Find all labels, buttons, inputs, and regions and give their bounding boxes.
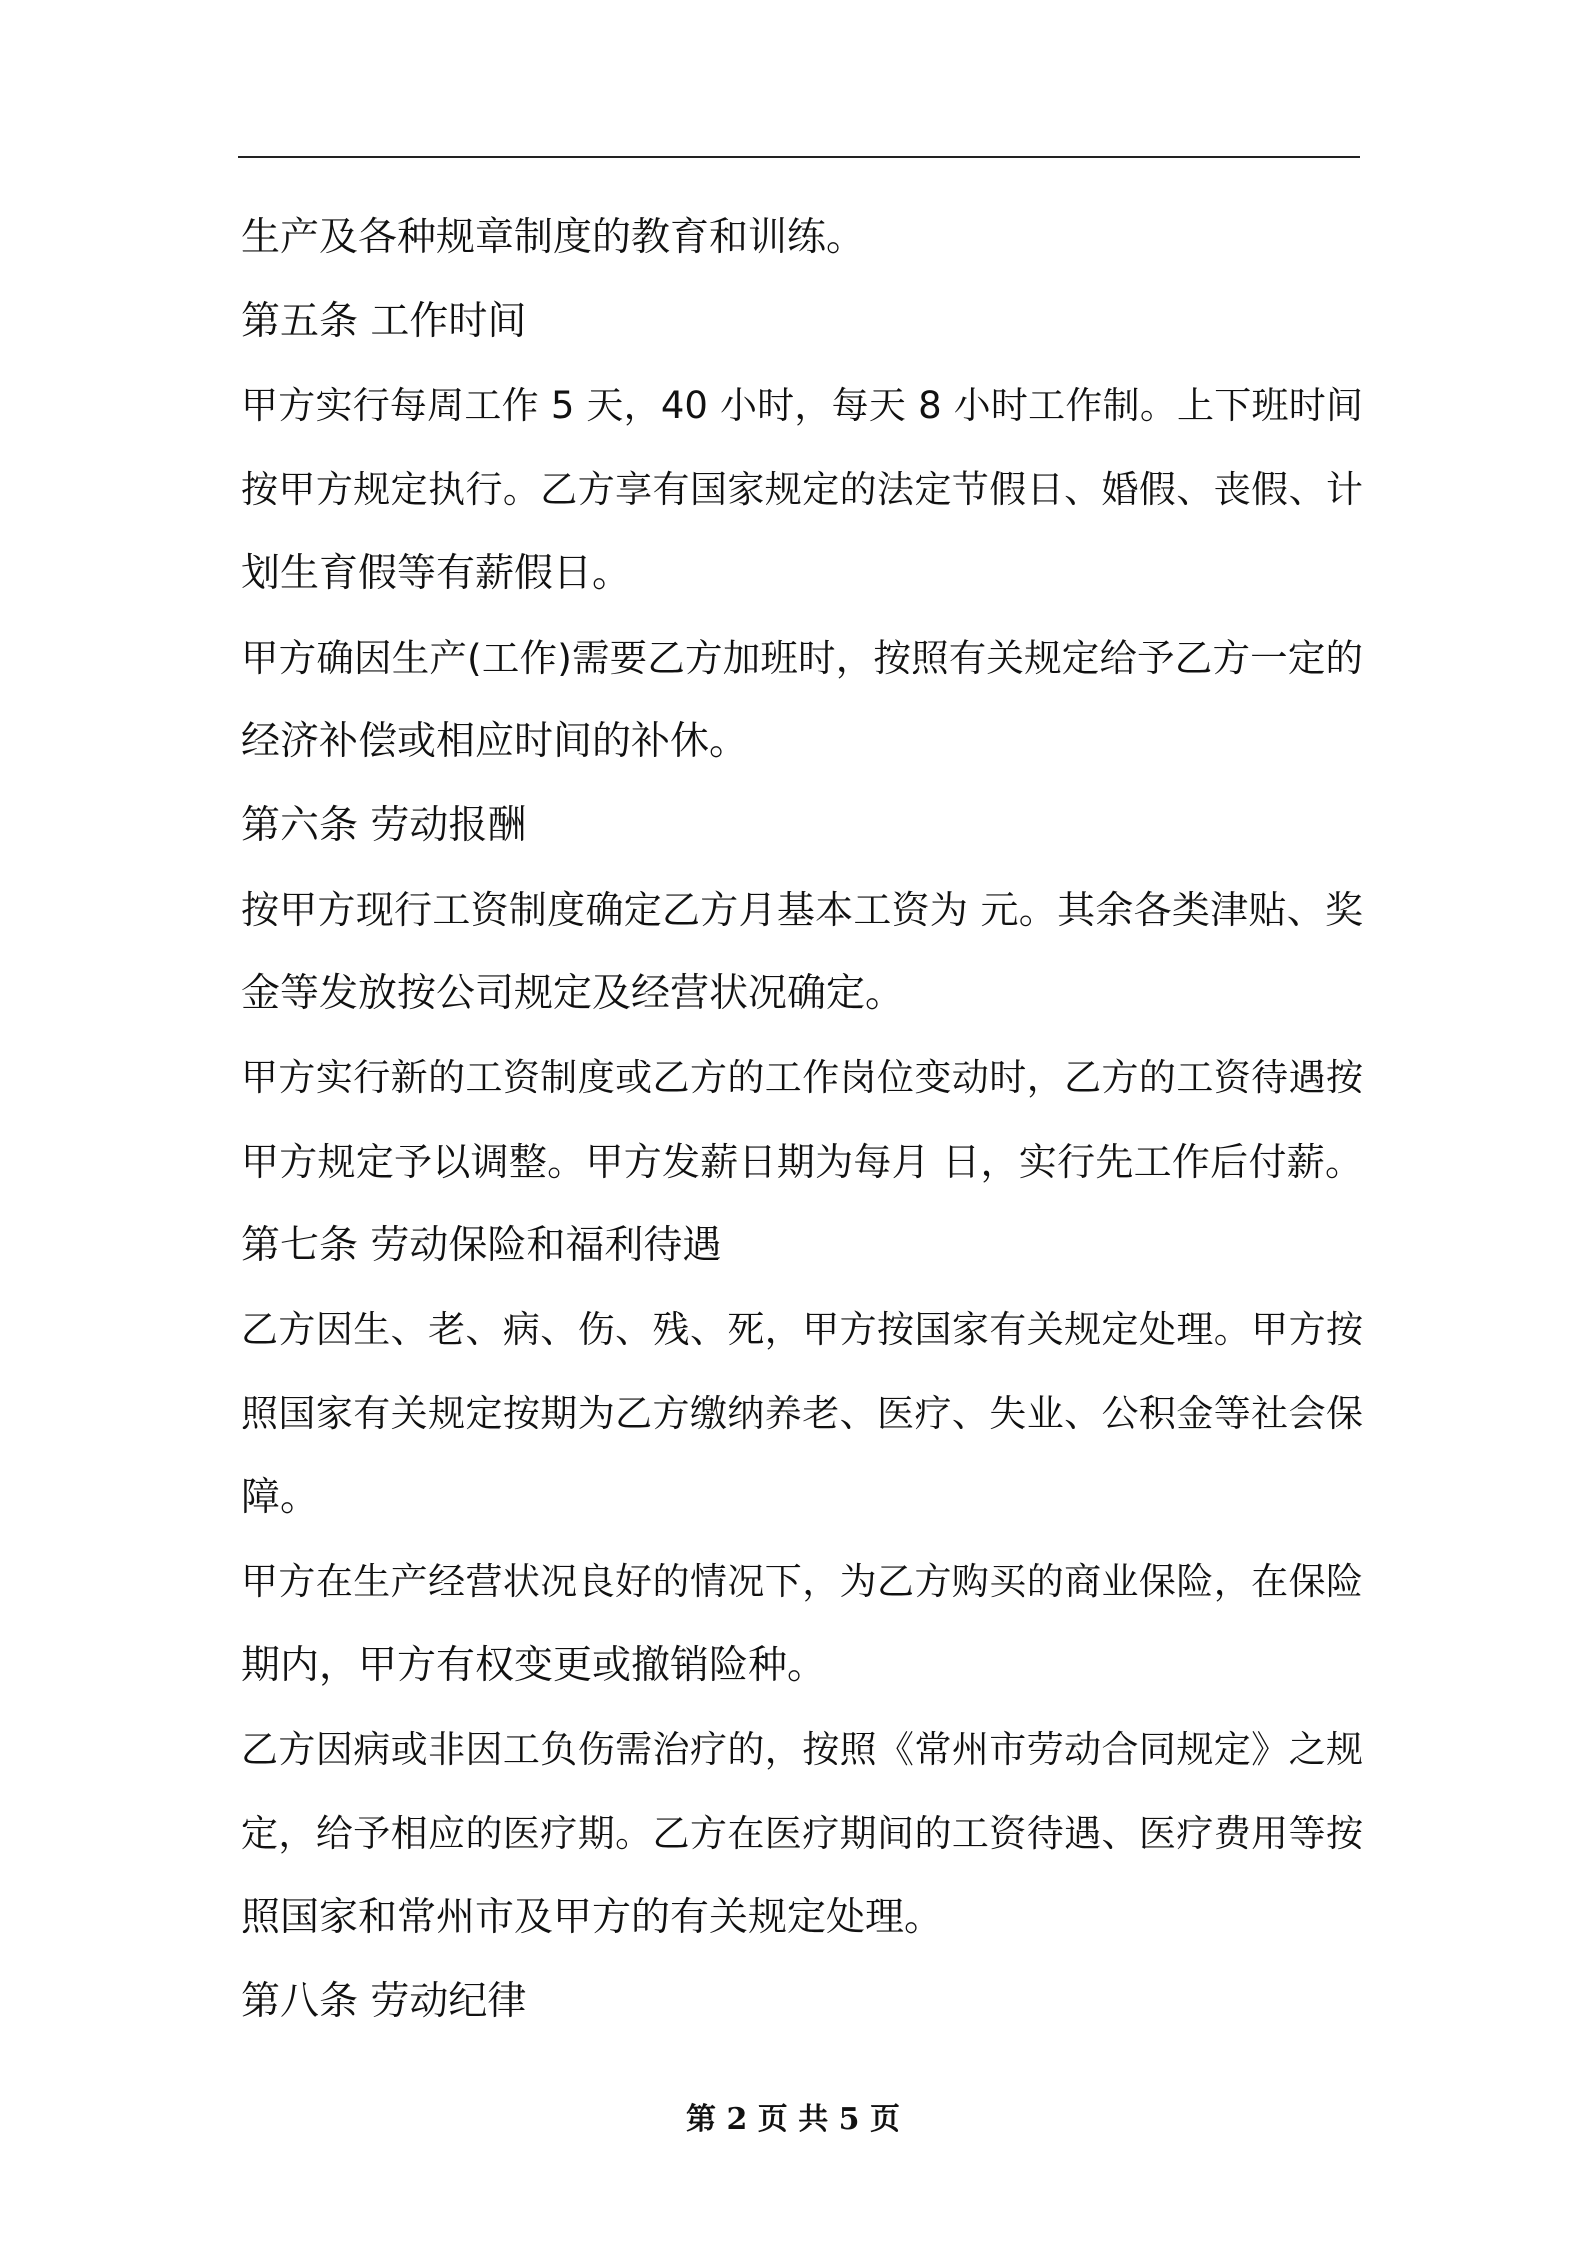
- body-line: 金等发放按公司规定及经营状况确定。: [241, 971, 905, 1016]
- body-line: 期内，甲方有权变更或撤销险种。: [241, 1643, 827, 1688]
- body-line: 按甲方现行工资制度确定乙方月基本工资为 元。其余各类津贴、奖: [241, 888, 1363, 932]
- body-line: 经济补偿或相应时间的补休。: [241, 719, 749, 764]
- body-line: 按甲方规定执行。乙方享有国家规定的法定节假日、婚假、丧假、计: [241, 468, 1363, 511]
- article-heading-7: 第七条 劳动保险和福利待遇: [241, 1223, 722, 1268]
- body-line: 照国家和常州市及甲方的有关规定处理。: [241, 1895, 944, 1940]
- body-line: 乙方因生、老、病、伤、残、死，甲方按国家有关规定处理。甲方按: [241, 1308, 1363, 1351]
- document-body: [241, 196, 1363, 2044]
- body-line: 甲方实行每周工作 5 天，40 小时，每天 8 小时工作制。上下班时间: [241, 384, 1363, 427]
- body-line: 定，给予相应的医疗期。乙方在医疗期间的工资待遇、医疗费用等按: [241, 1812, 1363, 1855]
- body-line: 甲方确因生产(工作)需要乙方加班时，按照有关规定给予乙方一定的: [241, 636, 1363, 680]
- body-line: 照国家有关规定按期为乙方缴纳养老、医疗、失业、公积金等社会保: [241, 1392, 1363, 1435]
- body-line: 生产及各种规章制度的教育和训练。: [241, 215, 866, 260]
- body-line: 甲方实行新的工资制度或乙方的工作岗位变动时，乙方的工资待遇按: [241, 1056, 1363, 1099]
- article-heading-6: 第六条 劳动报酬: [241, 803, 527, 848]
- body-line: 划生育假等有薪假日。: [241, 551, 632, 596]
- body-line: 乙方因病或非因工负伤需治疗的，按照《常州市劳动合同规定》之规: [241, 1728, 1363, 1771]
- article-heading-5: 第五条 工作时间: [241, 299, 527, 344]
- header-divider: [238, 156, 1360, 158]
- article-heading-8: 第八条 劳动纪律: [241, 1979, 527, 2024]
- body-line: 甲方在生产经营状况良好的情况下，为乙方购买的商业保险，在保险: [241, 1560, 1363, 1603]
- body-line: 甲方规定予以调整。甲方发薪日期为每月 日，实行先工作后付薪。: [241, 1140, 1363, 1184]
- page-number-footer: 第 2 页 共 5 页: [686, 2102, 900, 2137]
- body-line: 障。: [241, 1475, 320, 1520]
